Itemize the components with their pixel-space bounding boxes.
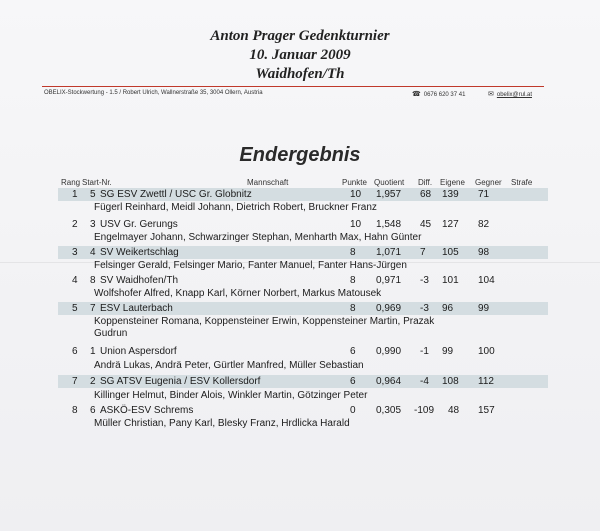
organizer-email (488, 90, 532, 98)
cell-gegner: 112 (478, 376, 494, 387)
cell-quotient: 0,990 (376, 346, 402, 357)
team-members: Felsinger Gerald, Felsinger Mario, Fanter Manuel, Fanter Hans-Jürgen (94, 260, 407, 271)
table-row-rank-5 (58, 302, 548, 315)
organizer-phone (412, 90, 465, 98)
cell-rang: 5 (72, 303, 78, 314)
cell-gegner: 71 (478, 189, 490, 200)
team-members: Müller Christian, Pany Karl, Blesky Franz, Hrdlicka Harald (94, 418, 350, 429)
cell-diff: 68 (420, 189, 432, 200)
cell-quotient: 0,969 (376, 303, 402, 314)
cell-start: 3 (90, 219, 96, 230)
cell-diff: 45 (420, 219, 432, 230)
cell-eigene: 99 (442, 346, 454, 357)
table-row-rank-4 (58, 274, 548, 287)
col-punkte: Punkte (342, 178, 367, 187)
team-members: Engelmayer Johann, Schwarzinger Stephan, Menharth Max, Hahn Günter (94, 232, 422, 243)
team-members: Fügerl Reinhard, Meidl Johann, Dietrich Robert, Bruckner Franz (94, 202, 377, 213)
cell-punkte: 6 (350, 346, 356, 357)
header-divider (42, 86, 544, 87)
team-members: Killinger Helmut, Binder Alois, Winkler Martin, Götzinger Peter (94, 390, 368, 401)
cell-eigene: 96 (442, 303, 454, 314)
cell-quotient: 1,548 (376, 219, 402, 230)
col-gegner: Gegner (475, 178, 502, 187)
cell-gegner: 99 (478, 303, 490, 314)
cell-start: 1 (90, 346, 96, 357)
cell-quotient: 1,957 (376, 189, 402, 200)
cell-start: 8 (90, 275, 96, 286)
cell-team: ASKÖ-ESV Schrems (100, 405, 194, 416)
cell-rang: 6 (72, 346, 78, 357)
cell-team: SG ESV Zwettl / USC Gr. Globnitz (100, 189, 252, 200)
cell-rang: 2 (72, 219, 78, 230)
team-members: Koppensteiner Romana, Koppensteiner Erwin, Koppensteiner Martin, Prazak (94, 316, 435, 327)
cell-diff: -3 (420, 303, 429, 314)
cell-team: USV Gr. Gerungs (100, 219, 178, 230)
cell-punkte: 10 (350, 219, 362, 230)
cell-diff: -4 (420, 376, 429, 387)
cell-quotient: 0,971 (376, 275, 402, 286)
cell-gegner: 98 (478, 247, 490, 258)
team-members-continued: Gudrun (94, 328, 128, 339)
cell-eigene: 108 (442, 376, 459, 387)
cell-diff: -3 (420, 275, 429, 286)
email-link[interactable]: obelix@rul.at (496, 92, 532, 98)
table-row-rank-8 (58, 404, 548, 417)
cell-start: 7 (90, 303, 96, 314)
table-row-rank-1 (58, 188, 548, 201)
phone-number: 0676 620 37 41 (423, 92, 466, 98)
table-row-rank-7 (58, 375, 548, 388)
cell-gegner: 104 (478, 275, 495, 286)
cell-start: 2 (90, 376, 96, 387)
cell-punkte: 8 (350, 303, 356, 314)
cell-eigene: 105 (442, 247, 459, 258)
mail-icon: ✉ (488, 91, 494, 98)
col-eigene: Eigene (440, 178, 465, 187)
organizer-address: OBELIX-Stockwertung - 1.5 / Robert Ulrich, Wallnerstraße 35, 3004 Ollern, Austria (44, 90, 263, 96)
team-members: Andrä Lukas, Andrä Peter, Gürtler Manfred, Müller Sebastian (94, 360, 364, 371)
phone-icon: ☎ (412, 91, 421, 98)
cell-quotient: 1,071 (376, 247, 402, 258)
cell-quotient: 0,964 (376, 376, 402, 387)
cell-gegner: 82 (478, 219, 490, 230)
cell-eigene: 48 (448, 405, 460, 416)
cell-start: 6 (90, 405, 96, 416)
col-diff: Diff. (418, 178, 433, 187)
cell-start: 5 (90, 189, 96, 200)
cell-rang: 8 (72, 405, 78, 416)
table-row-rank-2 (58, 218, 548, 231)
table-row-rank-3 (58, 246, 548, 259)
cell-team: SV Waidhofen/Th (100, 275, 179, 286)
col-rang: Rang (61, 178, 81, 187)
cell-gegner: 100 (478, 346, 495, 357)
cell-start: 4 (90, 247, 96, 258)
col-mannschaft: Mannschaft (247, 178, 289, 187)
cell-rang: 4 (72, 275, 78, 286)
cell-team: ESV Lauterbach (100, 303, 173, 314)
cell-team: Union Aspersdorf (100, 346, 177, 357)
cell-team: SG ATSV Eugenia / ESV Kollersdorf (100, 376, 261, 387)
cell-rang: 7 (72, 376, 78, 387)
results-heading: Endergebnis (239, 144, 361, 166)
cell-punkte: 10 (350, 189, 362, 200)
table-row-rank-6 (58, 345, 548, 358)
cell-rang: 1 (72, 189, 78, 200)
team-members: Wolfshofer Alfred, Knapp Karl, Körner Norbert, Markus Matousek (94, 288, 382, 299)
cell-team: SV Weikertschlag (100, 247, 179, 258)
cell-eigene: 101 (442, 275, 459, 286)
cell-diff: -1 (420, 346, 429, 357)
col-strafe: Strafe (511, 178, 533, 187)
col-quotient: Quotient (374, 178, 405, 187)
cell-punkte: 8 (350, 247, 356, 258)
cell-quotient: 0,305 (376, 405, 402, 416)
col-start-nr: Start-Nr. (82, 178, 112, 187)
cell-diff: 7 (420, 247, 426, 258)
cell-gegner: 157 (478, 405, 495, 416)
cell-punkte: 6 (350, 376, 356, 387)
tournament-title: Anton Prager Gedenkturnier (210, 28, 390, 44)
cell-eigene: 139 (442, 189, 459, 200)
tournament-location: Waidhofen/Th (255, 66, 345, 82)
cell-rang: 3 (72, 247, 78, 258)
cell-eigene: 127 (442, 219, 459, 230)
tournament-date: 10. Januar 2009 (249, 47, 351, 63)
cell-punkte: 8 (350, 275, 356, 286)
cell-diff: -109 (414, 405, 435, 416)
cell-punkte: 0 (350, 405, 356, 416)
